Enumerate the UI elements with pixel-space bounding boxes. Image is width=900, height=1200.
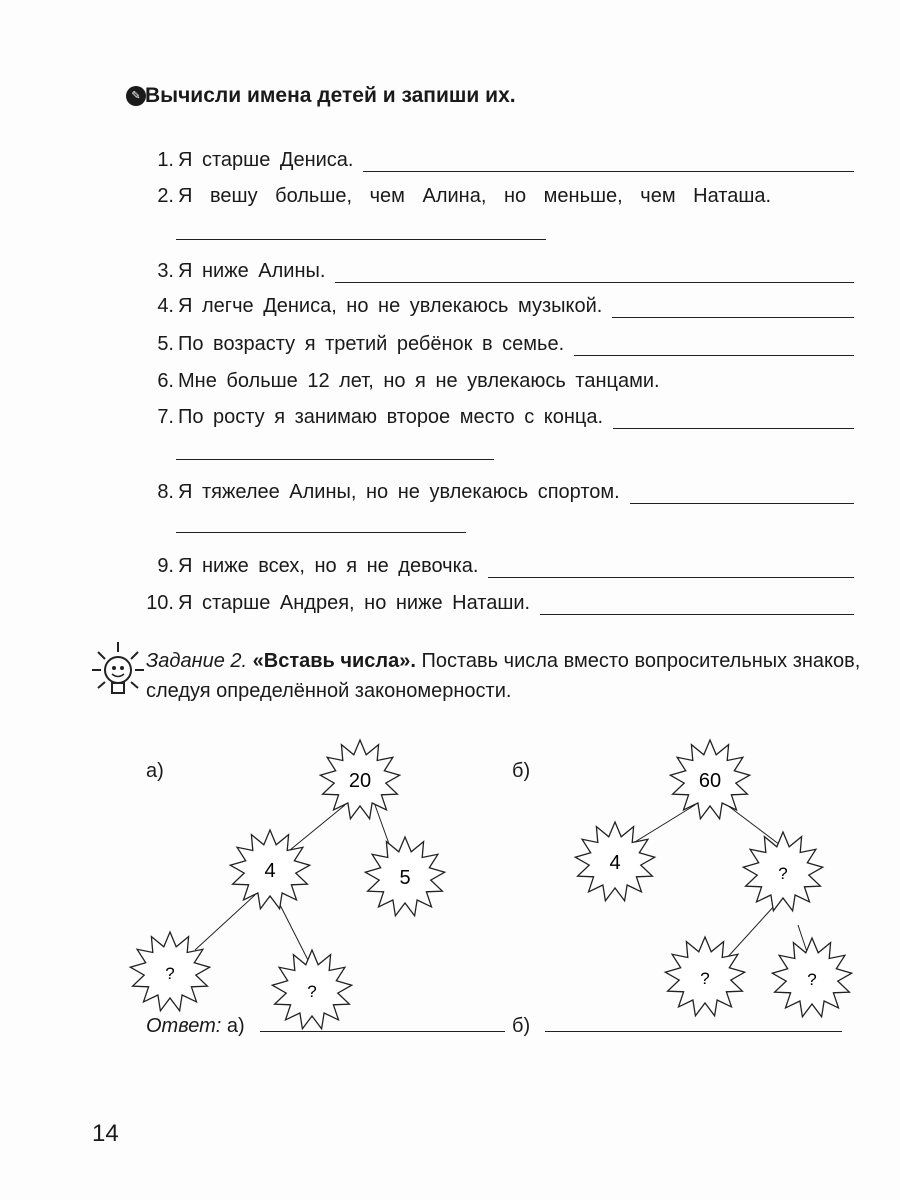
star-value: ? [165,964,175,983]
star-node [743,832,822,911]
part-a-label: а) [146,760,164,782]
star-value: ? [778,864,788,883]
task-text: Поставь числа вместо вопросительных знаков, следуя определённой закономерности. [146,650,861,702]
part-b-label: б) [512,760,531,782]
star-node [272,950,351,1029]
star-node [365,837,444,916]
exercise-title: Вычисли имена детей и запиши их. [145,84,516,107]
item-text: Я ниже Алины. [178,260,326,282]
tree-edge [725,905,775,960]
tree-edge [630,805,695,845]
star-node [130,932,209,1011]
star-node [320,740,399,819]
item-text: Я легче Дениса, но не увлекаюсь музыкой. [178,295,603,317]
answer-b-field[interactable] [545,1030,842,1032]
item-text: Я ниже всех, но я не девочка. [178,555,479,577]
star-value: 4 [264,860,276,882]
task-marker-icon: ✎ [126,86,146,106]
item-text: По росту я занимаю второе место с конца. [178,406,604,428]
tree-edge [195,895,255,950]
item-number: 10. [146,592,174,614]
star-node [575,822,654,901]
item-number: 4. [157,295,174,317]
item-number: 6. [157,370,174,392]
item-text: Мне больше 12 лет, но я не увлекаюсь танцами. [178,370,660,392]
tree-edge [727,805,780,845]
star-node [772,938,851,1017]
page-number: 14 [92,1120,119,1147]
item-number: 5. [157,333,174,355]
item-number: 1. [157,149,174,171]
item-number: 7. [157,406,174,428]
answer-a-label: а) [226,1015,245,1037]
star-value: ? [807,970,817,989]
item-text: Я тяжелее Алины, но не увлекаюсь спортом. [178,481,620,503]
star-value: 5 [399,867,411,889]
item-text: По возрасту я третий ребёнок в семье. [178,333,565,355]
star-value: ? [700,969,710,988]
star-value: 4 [609,852,621,874]
item-number: 8. [157,481,174,503]
answer-a-field[interactable] [260,1030,505,1032]
answer-label: Ответ: [146,1015,222,1037]
item-text: Я старше Дениса. [178,149,354,171]
star-value: ? [307,982,317,1001]
answer-line [146,1015,245,1038]
task-label: Задание 2. [146,650,248,672]
task-name: «Вставь числа». [252,650,416,672]
item-number: 9. [157,555,174,577]
star-value: 20 [348,770,372,792]
item-number: 2. [157,185,174,207]
tree-edge [290,805,345,850]
item-text: Я старше Андрея, но ниже Наташи. [178,592,531,614]
star-node [665,937,744,1016]
star-node [670,740,749,819]
star-node [230,830,309,909]
item-text: Я вешу больше, чем Алина, но меньше, чем Наташа. [178,185,772,207]
answer-b-label: б) [512,1015,531,1037]
item-number: 3. [157,260,174,282]
star-value: 60 [698,770,722,792]
